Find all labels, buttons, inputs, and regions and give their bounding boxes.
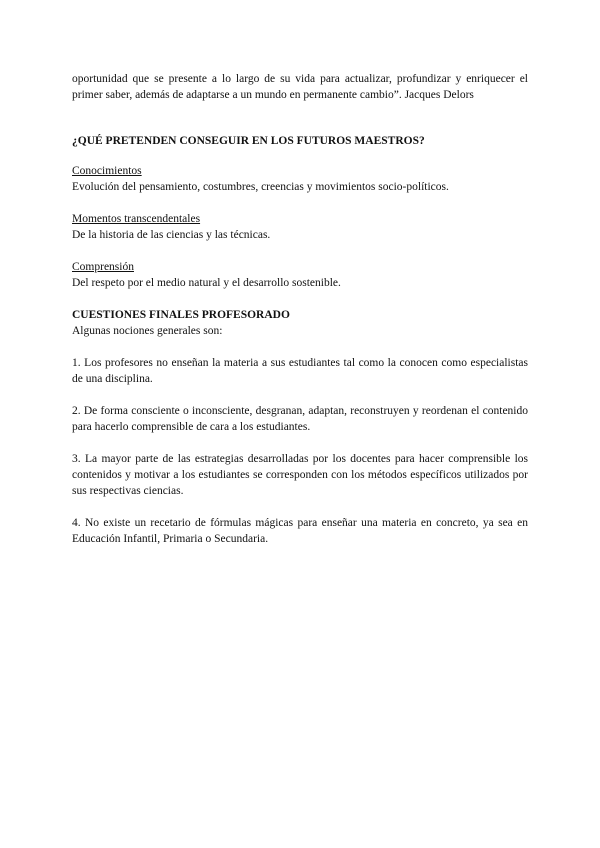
concept-text: Evolución del pensamiento, costumbres, creencias y movimientos socio-políticos. [72,181,449,193]
concept-title: Comprensión [72,261,134,273]
concept-text: Del respeto por el medio natural y el desarrollo sostenible. [72,277,341,289]
list-item: 3. La mayor parte de las estrategias desarrolladas por los docentes para hacer comprensible los contenidos y motivar a los estudiantes se corresponden con los métodos específicos utilizados por sus respectivas ciencias. [72,453,528,497]
concept-text: De la historia de las ciencias y las técnicas. [72,229,271,241]
section-heading: ¿QUÉ PRETENDEN CONSEGUIR EN LOS FUTUROS MAESTROS? [72,135,425,147]
final-section-subtitle: Algunas nociones generales son: [72,325,223,337]
list-item: 2. De forma consciente o inconsciente, desgranan, adaptan, reconstruyen y reordenan el contenido para hacerlo comprensible de cara a los estudiantes. [72,405,528,433]
final-section-title: CUESTIONES FINALES PROFESORADO [72,309,290,321]
concept-title: Momentos transcendentales [72,213,201,225]
concept-title: Conocimientos [72,165,142,177]
concept-block [72,211,528,243]
intro-paragraph: oportunidad que se presente a lo largo de su vida para actualizar, profundizar y enriquecer el primer saber, además de adaptarse a un mundo en permanente cambio”. Jacques Delors [72,73,528,101]
list-item: 4. No existe un recetario de fórmulas mágicas para enseñar una materia en concreto, ya sea en Educación Infantil, Primaria o Secundaria. [72,517,528,545]
concept-block [72,163,528,195]
list-item: 1. Los profesores no enseñan la materia a sus estudiantes tal como la conocen como especialistas de una disciplina. [72,357,528,385]
concept-block [72,259,528,291]
